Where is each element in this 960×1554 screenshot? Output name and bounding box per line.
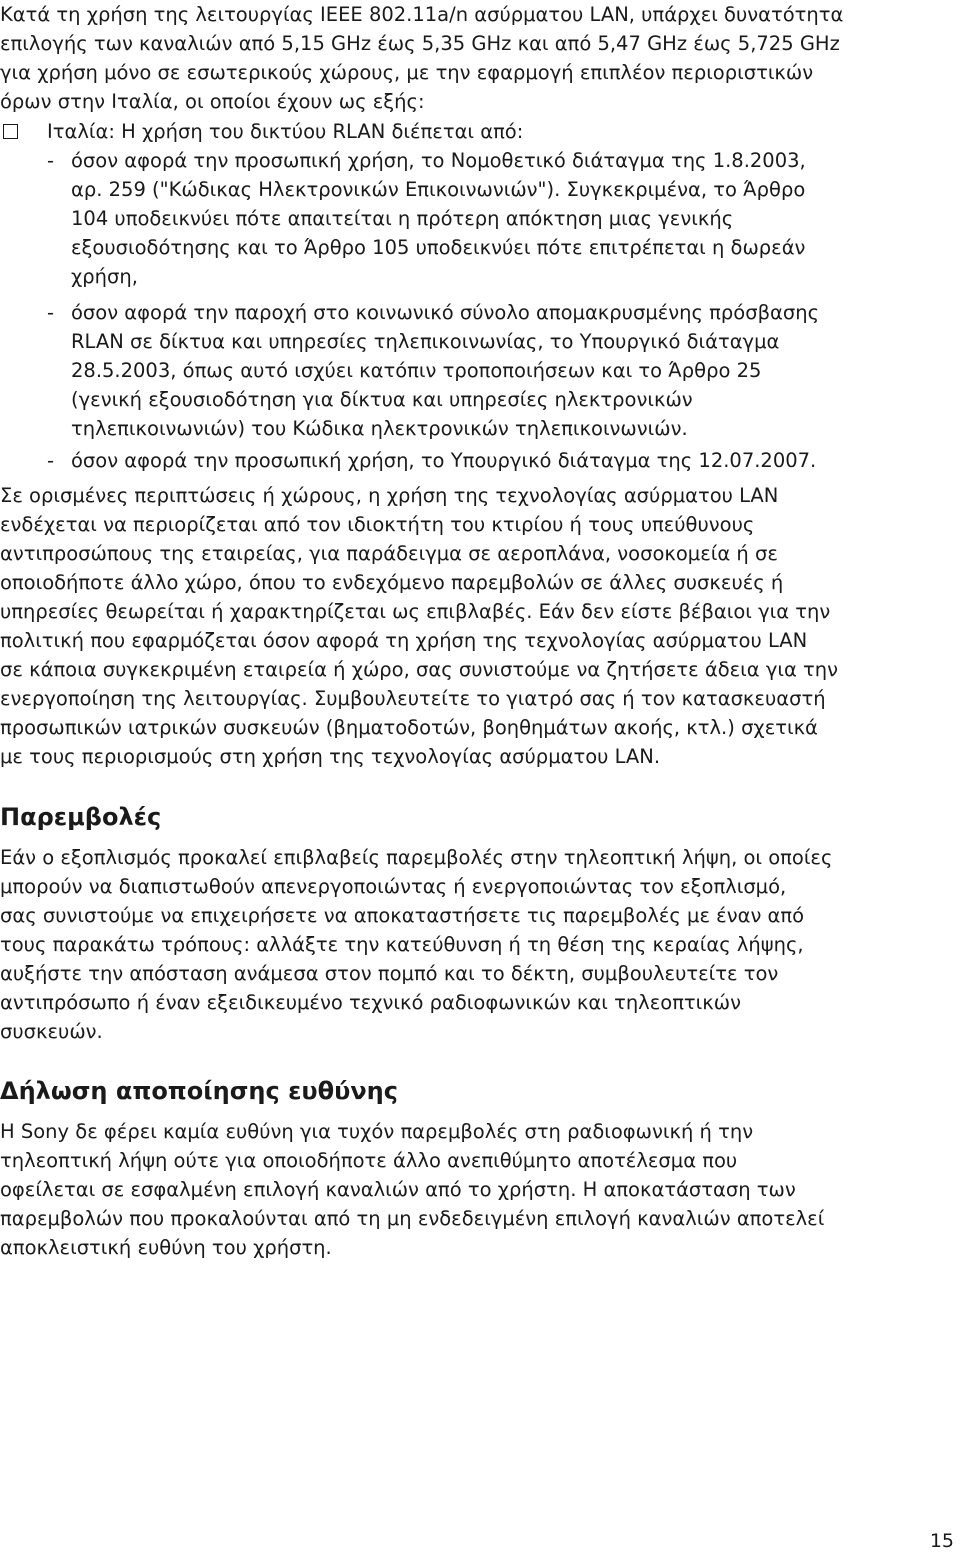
disclaimer-line: Η Sony δε φέρει καμία ευθύνη για τυχόν παρεμβολές στη ραδιοφωνική ή την (0, 1120, 754, 1143)
disclaimer-paragraph (0, 1117, 930, 1262)
item-line: εξουσιοδότησης και το Άρθρο 105 υποδεικνύει πότε επιτρέπεται η δωρεάν (71, 236, 806, 259)
restrictions-line: υπηρεσίες θεωρείται ή χαρακτηρίζεται ως επιβλαβές. Εάν δεν είστε βέβαιοι για την (0, 600, 831, 623)
restrictions-line: πολιτική που εφαρμόζεται όσον αφορά τη χρήση της τεχνολογίας ασύρματου LAN (0, 629, 808, 652)
item-line: 104 υποδεικνύει πότε απαιτείται η πρότερη απόκτηση μιας γενικής (71, 207, 734, 230)
interference-line: Εάν ο εξοπλισμός προκαλεί επιβλαβείς παρεμβολές στην τηλεοπτική λήψη, οι οποίες (0, 846, 833, 869)
restrictions-line: ενεργοποίηση της λειτουργίας. Συμβουλευτείτε το γιατρό σας ή τον κατασκευαστή (0, 687, 826, 710)
italy-item-2-text (71, 298, 819, 443)
interference-paragraph (0, 843, 930, 1046)
restrictions-line: Σε ορισμένες περιπτώσεις ή χώρους, η χρήση της τεχνολογίας ασύρματου LAN (0, 484, 779, 507)
italy-item-1-text (71, 146, 806, 291)
restrictions-line: με τους περιορισμούς στη χρήση της τεχνολογίας ασύρματου LAN. (0, 745, 661, 768)
italy-item-3-text (71, 446, 816, 475)
item-line: 28.5.2003, όπως αυτό ισχύει κατόπιν τροποποιήσεων και το Άρθρο 25 (71, 359, 762, 382)
disclaimer-line: οφείλεται σε εσφαλμένη επιλογή καναλιών από το χρήστη. Η αποκατάσταση των (0, 1178, 796, 1201)
item-line: όσον αφορά την παροχή στο κοινωνικό σύνολο απομακρυσμένης πρόσβασης (71, 301, 820, 324)
interference-line: αυξήστε την απόσταση ανάμεσα στον πομπό και το δέκτη, συμβουλευτείτε τον (0, 962, 779, 985)
disclaimer-line: αποκλειστική ευθύνη του χρήστη. (0, 1236, 332, 1259)
interference-heading: Παρεμβολές (0, 803, 162, 831)
item-line: χρήση, (71, 265, 138, 288)
intro-line: Κατά τη χρήση της λειτουργίας IEEE 802.11a/n ασύρματου LAN, υπάρχει δυνατότητα (0, 3, 844, 26)
intro-line: για χρήση μόνο σε εσωτερικούς χώρους, με την εφαρμογή επιπλέον περιοριστικών (0, 61, 814, 84)
item-line: (γενική εξουσιοδότηση για δίκτυα και υπηρεσίες ηλεκτρονικών (71, 388, 693, 411)
disclaimer-line: παρεμβολών που προκαλούνται από τη μη ενδεδειγμένη επιλογή καναλιών αποτελεί (0, 1207, 825, 1230)
dash-marker: - (47, 449, 55, 472)
dash-marker: - (47, 149, 55, 172)
item-line: αρ. 259 ("Κώδικας Ηλεκτρονικών Επικοινωνιών"). Συγκεκριμένα, το Άρθρο (71, 178, 806, 201)
interference-line: σας συνιστούμε να επιχειρήσετε να αποκαταστήσετε τις παρεμβολές με έναν από (0, 904, 805, 927)
page-number: 15 (929, 1530, 954, 1552)
intro-line: επιλογής των καναλιών από 5,15 GHz έως 5,35 GHz και από 5,47 GHz έως 5,725 GHz (0, 32, 840, 55)
item-line: όσον αφορά την προσωπική χρήση, το Νομοθετικό διάταγμα της 1.8.2003, (71, 149, 806, 172)
checkbox-icon (3, 124, 18, 139)
item-line: τηλεπικοινωνιών) του Κώδικα ηλεκτρονικών τηλεπικοινωνιών. (71, 417, 688, 440)
intro-paragraph (0, 0, 930, 116)
disclaimer-line: τηλεοπτική λήψη ούτε για οποιοδήποτε άλλο ανεπιθύμητο αποτέλεσμα που (0, 1149, 738, 1172)
restrictions-paragraph (0, 481, 930, 771)
interference-line: τους παρακάτω τρόπους: αλλάξτε την κατεύθυνση ή τη θέση της κεραίας λήψης, (0, 933, 804, 956)
restrictions-line: σε κάποια συγκεκριμένη εταιρεία ή χώρο, σας συνιστούμε να ζητήσετε άδεια για την (0, 658, 838, 681)
dash-marker: - (47, 301, 55, 324)
disclaimer-heading: Δήλωση αποποίησης ευθύνης (0, 1077, 398, 1105)
interference-line: συσκευών. (0, 1020, 103, 1043)
item-line: RLAN σε δίκτυα και υπηρεσίες τηλεπικοινωνίας, το Υπουργικό διάταγμα (71, 330, 780, 353)
interference-line: μπορούν να διαπιστωθούν απενεργοποιώντας ή ενεργοποιώντας τον εξοπλισμό, (0, 875, 787, 898)
intro-line: όρων στην Ιταλία, οι οποίοι έχουν ως εξής: (0, 90, 425, 113)
restrictions-line: αντιπροσώπους της εταιρείας, για παράδειγμα σε αεροπλάνα, νοσοκομεία ή σε (0, 542, 778, 565)
item-line: όσον αφορά την προσωπική χρήση, το Υπουργικό διάταγμα της 12.07.2007. (71, 449, 817, 472)
restrictions-line: προσωπικών ιατρικών συσκευών (βηματοδοτών, βοηθημάτων ακοής, κτλ.) σχετικά (0, 716, 818, 739)
restrictions-line: ενδέχεται να περιορίζεται από τον ιδιοκτήτη του κτιρίου ή τους υπεύθυνους (0, 513, 755, 536)
restrictions-line: οποιοδήποτε άλλο χώρο, όπου το ενδεχόμενο παρεμβολών σε άλλες συσκευές ή (0, 571, 784, 594)
interference-line: αντιπρόσωπο ή έναν εξειδικευμένο τεχνικό ραδιοφωνικών και τηλεοπτικών (0, 991, 741, 1014)
italy-bullet-text: Ιταλία: Η χρήση του δικτύου RLAN διέπεται από: (47, 120, 524, 143)
